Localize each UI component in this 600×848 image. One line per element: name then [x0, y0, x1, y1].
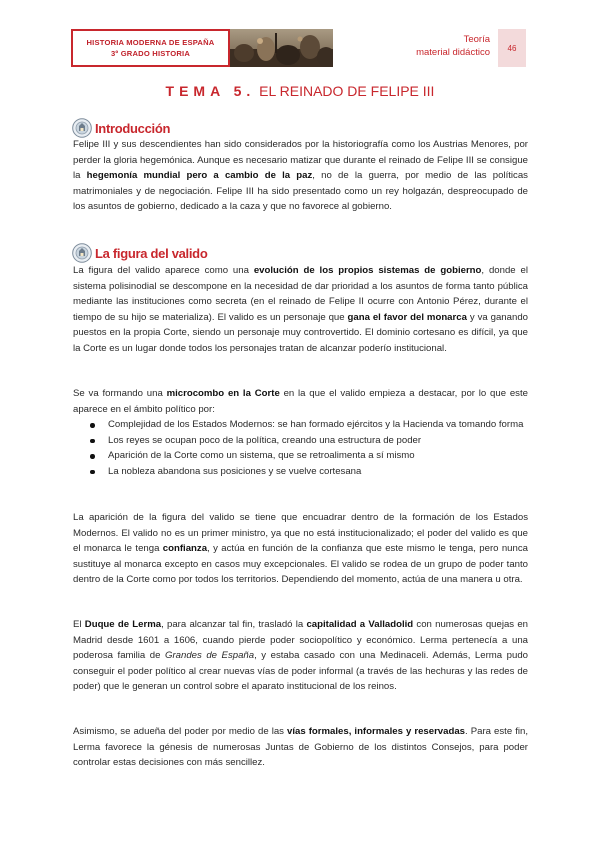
text-run: en la que el valido empieza a destacar, por lo que este aparece en el ámbito político por:	[73, 388, 528, 415]
section-title-valido: La figura del valido	[95, 245, 208, 261]
valido-paragraph-2	[73, 386, 528, 417]
section-title-intro: Introducción	[95, 120, 171, 136]
list-item	[73, 464, 528, 480]
valido-paragraph-1	[73, 263, 528, 357]
valido-paragraph-3	[73, 510, 528, 588]
bold-run: evolución de los propios sistemas de gobierno	[253, 265, 482, 276]
document-type-line1: Teoría	[463, 34, 490, 45]
page-number-tab	[498, 29, 526, 67]
text-run: El	[73, 619, 85, 630]
bullet-icon	[90, 423, 95, 428]
list-item	[73, 448, 528, 464]
document-type-line2: material didáctico	[416, 47, 490, 58]
text-run: , y actúa en función de la confianza que este mismo le tenga, pero nunca sustituye al monarca excepto en casos muy excepcionales. El valido se rodea de un grupo de poder tanto dentro de la Corte como por todos los territorios. Dependiendo del momento, actúa de una manera u otra.	[73, 543, 528, 586]
text-run: , no de la guerra, por medio de las políticas matrimoniales y de negociación. Felipe III ha sido presentado como un rey holgazán, despreocupado de los asuntos de gobierno, dedicado a la caza y que no favorece al gobierno.	[73, 170, 528, 213]
title-text: EL REINADO DE FELIPE III	[259, 83, 435, 99]
bullet-icon	[90, 454, 95, 459]
bullet-icon	[90, 439, 95, 444]
stamp-seal-icon	[72, 118, 92, 138]
text-run: con numerosas quejas en Madrid desde 1601 a 1606, cuando pierde poder sociopolítico y económico. Lerma pertenecía a una poderosa familia de	[73, 619, 528, 662]
page-title	[0, 83, 600, 99]
bold-run: microcombo en la Corte	[166, 388, 280, 399]
bold-run: confianza	[162, 543, 208, 555]
document-type	[380, 33, 490, 59]
text-run: La aparición de la figura del valido se tiene que encuadrar dentro de la formación de los Estados Modernos. El valido no es un primer ministro, ya que no está institucionalizado; el poder del valido es que el monarca le tenga	[73, 512, 528, 555]
bold-run: vías formales, informales y reservadas	[287, 726, 466, 737]
list-item	[73, 433, 528, 449]
course-grade: 3º GRADO HISTORIA	[110, 49, 191, 58]
text-run: Felipe III y sus descendientes han sido considerados por la historiografía como los Austrias Menores, por perder la gloria hegemónica. Aunque es necesario matizar que durante el reinado de Felipe III se consigue la	[73, 139, 528, 182]
stamp-seal-icon	[72, 243, 92, 263]
bold-run: Duque de Lerma	[84, 619, 162, 630]
list-item-text: Los reyes se ocupan poco de la política, creando una estructura de poder	[108, 434, 422, 446]
course-title: HISTORIA MODERNA DE ESPAÑA	[86, 38, 215, 47]
bold-run: capitalidad a Valladolid	[306, 619, 414, 630]
italic-run: Grandes de España	[165, 650, 255, 662]
list-item-text: Aparición de la Corte como un sistema, que se retroalimenta a sí mismo	[108, 450, 415, 462]
course-header-box	[71, 29, 230, 67]
text-run: , para alcanzar tal fin, trasladó la	[161, 619, 307, 630]
valido-bullet-list	[73, 417, 528, 479]
section-heading-intro	[72, 118, 170, 138]
title-tema: TEMA 5.	[165, 83, 256, 99]
header-painting-image	[230, 29, 333, 67]
section-heading-valido	[72, 243, 207, 263]
text-run: Se va formando una	[73, 388, 167, 399]
text-run: Asimismo, se adueña del poder por medio de las	[73, 726, 287, 737]
text-run: y va ganando puestos en la propia Corte, siendo un personaje muy controvertido. El dominio cortesano es difícil, ya que la Corte es un lugar donde todos los personajes tratan de alcanzar poderío institucional.	[73, 311, 528, 354]
intro-paragraph	[73, 137, 528, 215]
valido-paragraph-4	[73, 617, 528, 695]
text-run: La figura del valido aparece como una	[73, 265, 254, 276]
bold-run: gana el favor del monarca	[347, 311, 467, 323]
valido-paragraph-5	[73, 724, 528, 771]
text-run: . Para este fin, Lerma favorece la génesis de numerosas Juntas de Gobierno de los distintos Consejos, para poder controlar estas decisiones con más sencillez.	[73, 726, 528, 769]
text-run: , donde el sistema polisinodial se descompone en la necesidad de dar prioridad a los asuntos de forma tanto pública mediante las instituciones como secreta (en el reinado de Felipe II ocurre con Antonio Pérez, durante el tiempo de su hijo se materializa). El valido es un personaje que	[73, 265, 528, 323]
bold-run: hegemonía mundial pero a cambio de la paz	[86, 170, 313, 182]
page-number: 46	[507, 43, 517, 53]
list-item-text: La nobleza abandona sus posiciones y se vuelve cortesana	[108, 465, 362, 477]
text-run: , y estaba casado con una Medinaceli. Además, Lerma pudo conseguir el poder político al crear nuevas vías de poder informal (a través de las hechuras y las redes de poder) que le generan un control sobre el aparato institucional de los reinos.	[73, 650, 528, 693]
list-item	[73, 417, 528, 433]
list-item-text: Complejidad de los Estados Modernos: se han formado ejércitos y la Hacienda va tomando forma	[108, 419, 524, 430]
bullet-icon	[90, 470, 95, 475]
